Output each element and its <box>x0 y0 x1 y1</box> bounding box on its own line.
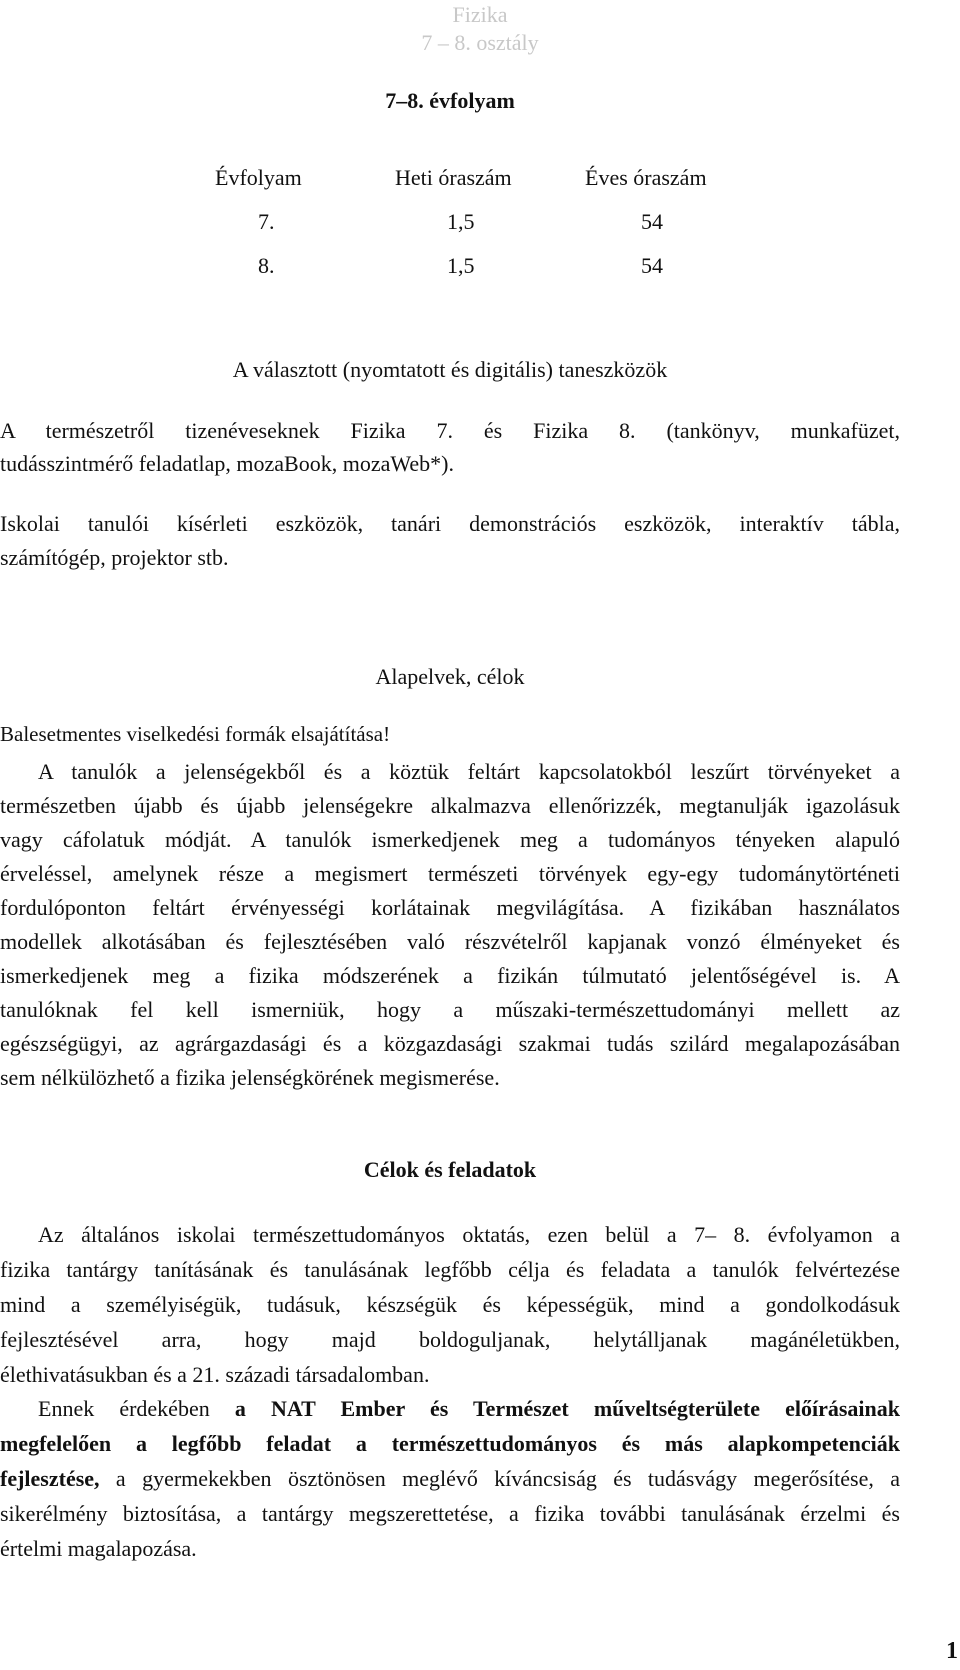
paragraph-line: érveléssel, amelynek része a megismert természeti törvények egy-egy tudománytörténeti <box>0 861 900 886</box>
tools-heading: A választott (nyomtatott és digitális) taneszközök <box>232 357 668 382</box>
table-cell: 1,5 <box>447 253 475 278</box>
principles-heading-text: Alapelvek, célok <box>375 664 525 689</box>
header-grade: 7 – 8. osztály <box>421 30 539 55</box>
table-row <box>215 244 735 288</box>
header-subject: Fizika <box>452 2 508 27</box>
p2-l3-bold: fejlesztése, <box>0 1466 100 1491</box>
goals-paragraph-2 <box>0 1391 900 1566</box>
paragraph-line: vagy cáfolatuk módját. A tanulók ismerkedjenek meg a tudományos tényeken alapuló <box>0 827 900 852</box>
paragraph-line: fordulóponton feltárt érvényességi korlátainak megvilágítása. A fizikában használatos <box>0 895 900 920</box>
tools-line-2b: számítógép, projektor stb. <box>0 545 229 570</box>
paragraph-line: egészségügyi, az agrárgazdasági és a közgazdasági szakmai tudás szilárd megalapozásában <box>0 1031 900 1056</box>
p2-l1-normal: Ennek érdekében <box>38 1396 235 1421</box>
table-cell: 54 <box>641 209 663 234</box>
tools-line-1a: A természetről tizenéveseknek Fizika 7. és Fizika 8. (tankönyv, munkafüzet, <box>0 418 900 443</box>
principles-paragraph <box>0 755 900 1095</box>
paragraph-line <box>0 1461 900 1496</box>
principles-heading <box>0 664 900 690</box>
paragraph-line: mind a személyiségük, tudásuk, készségük és képességük, mind a gondolkodásuk <box>0 1292 900 1317</box>
goals-paragraph-1 <box>0 1217 900 1392</box>
paragraph-line <box>0 1391 900 1426</box>
tools-line-1b: tudásszintmérő feladatlap, mozaBook, mozaWeb*). <box>0 451 454 476</box>
paragraph-line: ismerkedjenek meg a fizika módszerének a fizikán túlmutató jelentőségével is. A <box>0 963 900 988</box>
table-cell: 8. <box>258 253 275 278</box>
paragraph-line: sikerélmény biztosítása, a tantárgy megszerettetése, a fizika további tanulásának érzelmi és <box>0 1501 900 1526</box>
paragraph-line: A tanulók a jelenségekből és a köztük feltárt kapcsolatokból leszűrt törvényeket a <box>38 759 900 784</box>
p2-l3-normal: a gyermekekben ösztönösen meglévő kíváncsiság és tudásvágy megerősítése, a <box>99 1466 900 1491</box>
table-cell: 54 <box>641 253 663 278</box>
paragraph-line: értelmi magalapozása. <box>0 1536 197 1561</box>
col-header-weekly: Heti óraszám <box>395 165 512 190</box>
goals-heading: Célok és feladatok <box>363 1157 537 1182</box>
paragraph-line: természetben újabb és újabb jelenségekre alkalmazva ellenőrizzék, megtanulják igazolásuk <box>0 793 900 818</box>
paragraph-line: élethivatásukban és a 21. századi társadalomban. <box>0 1362 430 1387</box>
p2-l2-bold: megfelelően a legfőbb feladat a természettudományos és más alapkompetenciák <box>0 1431 900 1456</box>
table-cell: 1,5 <box>447 209 475 234</box>
tools-line-2a: Iskolai tanulói kísérleti eszközök, tanári demonstrációs eszközök, interaktív tábla, <box>0 511 900 536</box>
paragraph-line: modellek alkotásában és fejlesztésében való részvételről kapjanak vonzó élményeket és <box>0 929 900 954</box>
grade-title: 7–8. évfolyam <box>385 88 515 113</box>
paragraph-line: fizika tantárgy tanításának és tanulásának legfőbb célja és feladata a tanulók felvértezése <box>0 1257 900 1282</box>
col-header-yearly: Éves óraszám <box>585 165 707 190</box>
table-cell: 7. <box>258 209 275 234</box>
paragraph-line: tanulóknak fel kell ismerniük, hogy a műszaki-természettudományi mellett az <box>0 997 900 1022</box>
paragraph-line: Az általános iskolai természettudományos oktatás, ezen belül a 7– 8. évfolyamon a <box>38 1222 900 1247</box>
table-row <box>215 200 735 244</box>
col-header-grade: Évfolyam <box>215 165 302 190</box>
hours-table <box>215 156 735 288</box>
paragraph-line: fejlesztésével arra, hogy majd boldoguljanak, helytálljanak magánéletükben, <box>0 1327 900 1352</box>
paragraph-line: sem nélkülözhető a fizika jelenségkörének megismerése. <box>0 1065 500 1090</box>
page-number: 1 <box>946 1638 958 1664</box>
table-header-row <box>215 156 735 200</box>
p2-l1-bold: a NAT Ember és Természet műveltségterülete előírásainak <box>234 1396 900 1421</box>
principles-intro: Balesetmentes viselkedési formák elsajátítása! <box>0 722 391 746</box>
